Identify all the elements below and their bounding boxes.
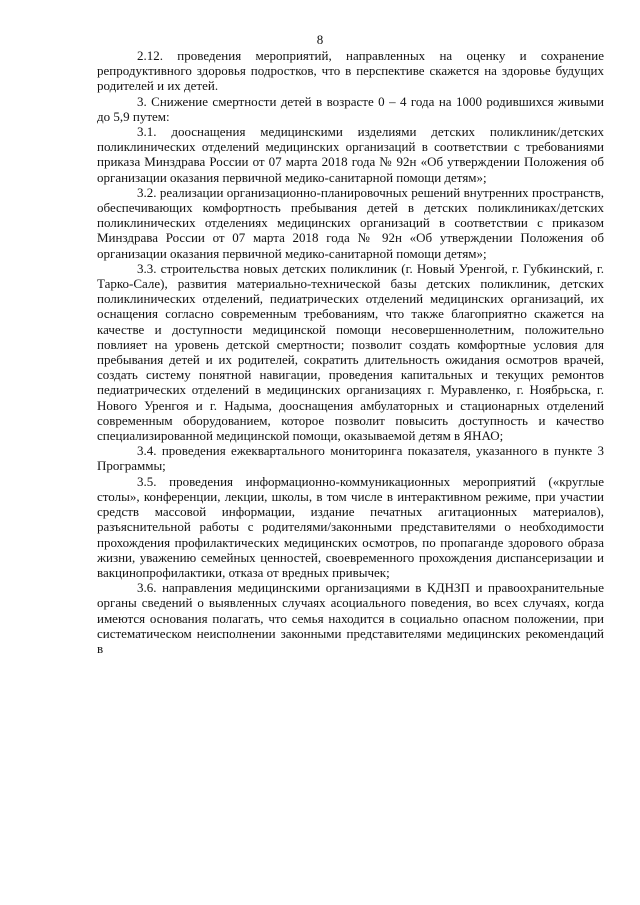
paragraph-3-3: 3.3. строительства новых детских поликлиник (г. Новый Уренгой, г. Губкинский, г. Тарко-Сале), развития материально-технической базы детских поликлиник, детских поликлинических отделений, педиатрических отделений медицинских организаций, их оснащения согласно современным требованиям, что также благоприятно скажется на качестве и доступности медицинской помощи несовершеннолетним, положительно повлияет на уровень детской смертности; позволит создать комфортные условия для пребывания детей и их родителей, сократить длительность ожидания осмотров врачей, создать систему понятной навигации, проведения капитальных и текущих ремонтов педиатрических отделений в медицинских организациях г. Муравленко, г. Ноябрьска, г. Нового Уренгоя и г. Надыма, дооснащения амбулаторных и стационарных отделений современным оборудованием, которое позволит повысить доступность и качество специализированной медицинской помощи, оказываемой детям в ЯНАО;	[97, 260, 604, 444]
page-number: 8	[316, 32, 324, 47]
paragraph-3-1: 3.1. дооснащения медицинскими изделиями детских поликлиник/детских поликлинических отделений медицинских организаций в соответствии с требованиями приказа Минздрава России от 07 марта 2018 года № 92н «Об утверждении Положения об организации оказания первичной медико-санитарной помощи детям»;	[97, 124, 604, 185]
paragraph-3-4: 3.4. проведения ежеквартального мониторинга показателя, указанного в пункте 3 Программы;	[97, 443, 604, 474]
paragraph-3-6: 3.6. направления медицинскими организациями в КДНЗП и правоохранительные органы сведений о выявленных случаях асоциального поведения, во всех случаях, когда имеются основания полагать, что семья находится в социально опасном положении, при систематическом неисполнении законными представителями медицинских рекомендаций в	[97, 580, 604, 656]
document-body	[97, 48, 604, 656]
paragraph-2-12: 2.12. проведения мероприятий, направленных на оценку и сохранение репродуктивного здоровья подростков, что в перспективе скажется на здоровье будущих родителей и их детей.	[97, 48, 604, 94]
paragraph-3-5: 3.5. проведения информационно-коммуникационных мероприятий («круглые столы», конференции, лекции, школы, в том числе в интерактивном режиме, при участии средств массовой информации, издание печатных агитационных материалов), разъяснительной работы с родителями/законными представителями о необходимости прохождения профилактических медицинских осмотров, по пропаганде здорового образа жизни, уважению семейных ценностей, своевременного прохождения диспансеризации и вакцинопрофилактики, отказа от вредных привычек;	[97, 473, 604, 580]
paragraph-3-2: 3.2. реализации организационно-планировочных решений внутренних пространств, обеспечивающих комфортность пребывания детей в детских поликлиниках/детских поликлинических отделениях медицинских организаций в соответствии с приказом Минздрава России от 07 марта 2018 года № 92н «Об утверждении Положения об организации оказания первичной медико-санитарной помощи детям»;	[97, 184, 604, 261]
paragraph-3: 3. Снижение смертности детей в возрасте 0 – 4 года на 1000 родившихся живыми до 5,9 путем:	[97, 93, 604, 124]
